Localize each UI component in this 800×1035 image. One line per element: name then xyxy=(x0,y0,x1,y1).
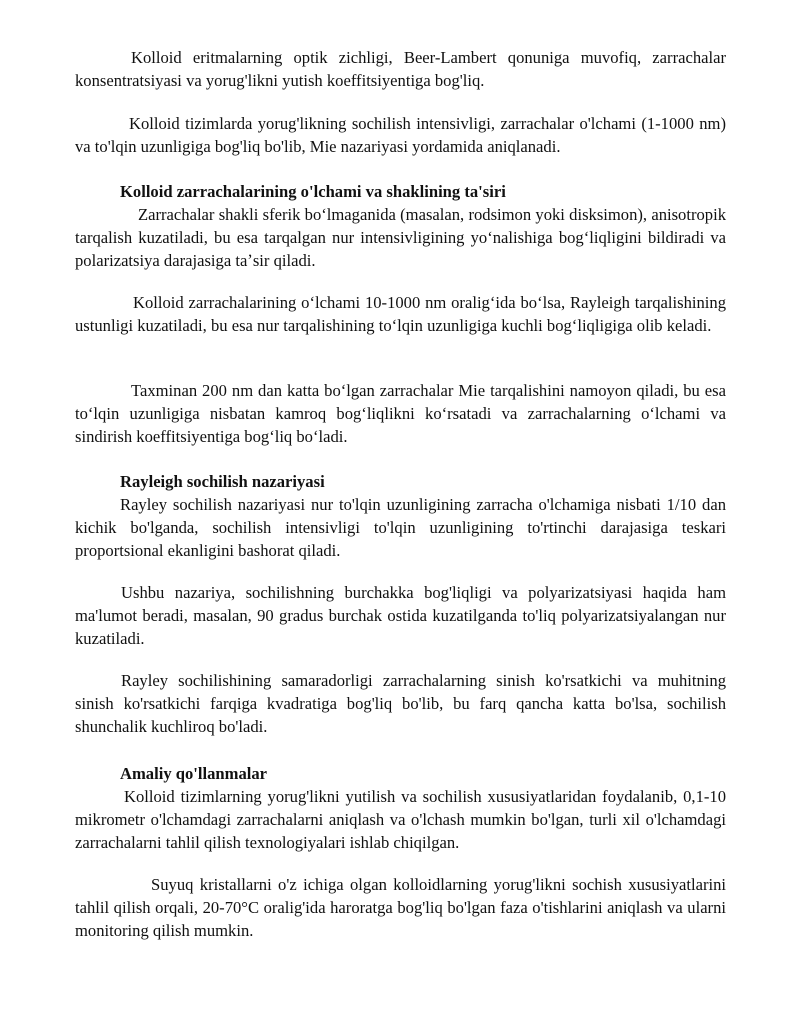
paragraph-mie-scattering: Taxminan 200 nm dan katta boʻlgan zarrachalar Mie tarqalishini namoyon qiladi, bu esa toʻlqin uzunligiga nisbatan kamroq bogʻliqlikni koʻrsatadi va zarrachalarning oʻlchami va sindirish koeffitsiyentiga bogʻliq boʻladi. xyxy=(75,381,726,446)
paragraph-mie-theory: Kolloid tizimlarda yorug'likning sochilish intensivligi, zarrachalar o'lchami (1-1000 nm) va to'lqin uzunligiga bog'liq bo'lib, Mie nazariyasi yordamida aniqlanadi. xyxy=(75,114,726,156)
paragraph-liquid-crystals: Suyuq kristallarni o'z ichiga olgan kolloidlarning yorug'likni sochish xususiyatlarini tahlil qilish orqali, 20-70°C oralig'ida haroratga bog'liq bo'lgan faza o'tishlarini aniqlash va ularni monitoring qilish mumkin. xyxy=(75,875,726,940)
paragraph-polarization: Ushbu nazariya, sochilishning burchakka bog'liqligi va polyarizatsiyasi haqida ham ma'lumot beradi, masalan, 90 gradus burchak ostida kuzatilganda to'liq polyarizatsiyalangan nur kuzatiladi. xyxy=(75,583,726,648)
paragraph-scattering-efficiency: Rayley sochilishining samaradorligi zarrachalarning sinish ko'rsatkichi va muhitning sinish ko'rsatkichi farqiga kvadratiga bog'liq bo'lib, bu farq qancha katta bo'lsa, sochilish shunchalik kuchliroq bo'ladi. xyxy=(75,671,726,736)
section-heading-rayleigh: Rayleigh sochilish nazariyasi xyxy=(120,472,325,491)
section-heading-applications: Amaliy qo'llanmalar xyxy=(120,764,268,783)
section-heading-size-shape: Kolloid zarrachalarining o'lchami va shaklining ta'siri xyxy=(120,182,506,201)
paragraph-rayleigh-theory: Rayley sochilish nazariyasi nur to'lqin uzunligining zarracha o'lchamiga nisbati 1/10 dan kichik bo'lganda, sochilish intensivligi to'lqin uzunligining to'rtinchi darajasiga teskari proportsional ekanligini bashorat qiladi. xyxy=(75,495,726,560)
paragraph-anisotropic-scattering: Zarrachalar shakli sferik boʻlmaganida (masalan, rodsimon yoki disksimon), anisotropik tarqalish kuzatiladi, bu esa tarqalgan nur intensivligining yoʻnalishiga bogʻliqligini bildiradi va polarizatsiya darajasiga taʼsir qiladi. xyxy=(75,205,726,270)
paragraph-particle-analysis: Kolloid tizimlarning yorug'likni yutilish va sochilish xususiyatlaridan foydalanib, 0,1-10 mikrometr o'lchamdagi zarrachalarni aniqlash va o'lchash mumkin bo'lgan, turli xil o'lchamdagi zarrachalarni tahlil qilish texnologiyalari ishlab chiqilgan. xyxy=(75,787,726,852)
paragraph-beer-lambert: Kolloid eritmalarning optik zichligi, Beer-Lambert qonuniga muvofiq, zarrachalar konsentratsiyasi va yorug'likni yutish koeffitsiyentiga bog'liq. xyxy=(75,48,726,90)
paragraph-rayleigh-dominance: Kolloid zarrachalarining oʻlchami 10-1000 nm oraligʻida boʻlsa, Rayleigh tarqalishining ustunligi kuzatiladi, bu esa nur tarqalishining toʻlqin uzunligiga kuchli bogʻliqligiga olib keladi. xyxy=(75,293,726,335)
